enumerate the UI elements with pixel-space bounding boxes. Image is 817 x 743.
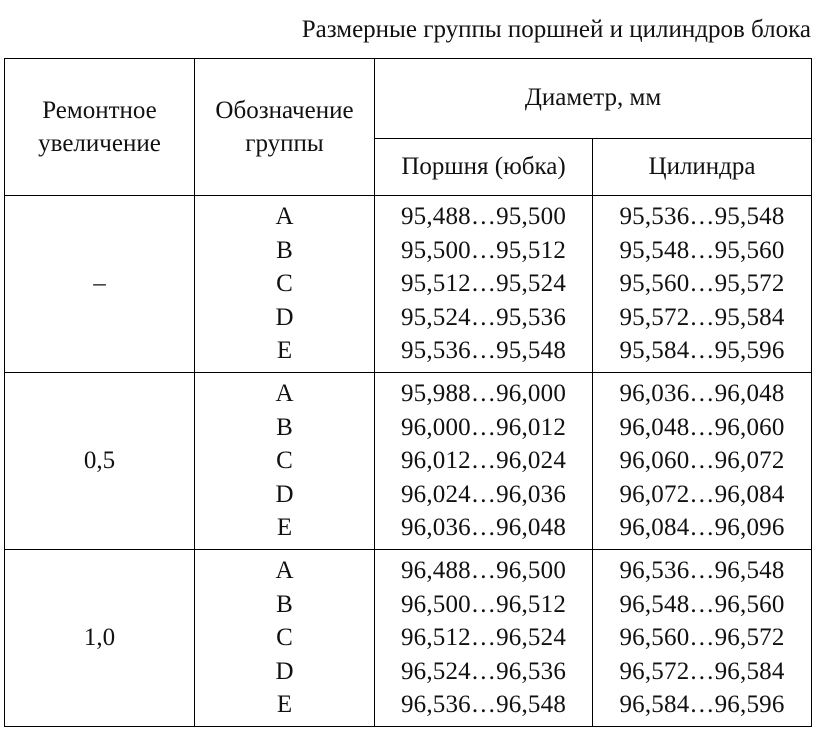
cylinder-range: 95,536…95,548 bbox=[619, 203, 785, 230]
group-list bbox=[195, 196, 375, 373]
group-label: A bbox=[275, 203, 294, 230]
cylinder-range: 96,572…96,584 bbox=[619, 657, 785, 685]
header-piston-skirt: Поршня (юбка) bbox=[375, 138, 593, 195]
group-label: B bbox=[276, 590, 293, 618]
table-row-section-1 bbox=[5, 196, 812, 373]
group-label: A bbox=[275, 556, 294, 584]
repair-value: 1,0 bbox=[5, 549, 195, 726]
repair-value: 0,5 bbox=[5, 372, 195, 549]
piston-diameters bbox=[375, 372, 593, 549]
cylinder-range: 96,536…96,548 bbox=[619, 556, 785, 584]
cylinder-range: 96,560…96,572 bbox=[619, 624, 785, 652]
table-row-section-2 bbox=[5, 372, 812, 549]
group-list bbox=[195, 372, 375, 549]
cylinder-range: 96,036…96,048 bbox=[619, 379, 785, 407]
piston-range: 96,012…96,024 bbox=[400, 447, 567, 475]
cylinder-range: 96,548…96,560 bbox=[619, 590, 785, 618]
piston-range: 96,036…96,048 bbox=[400, 514, 567, 542]
cylinder-range: 96,072…96,084 bbox=[619, 480, 785, 508]
table-row-section-3 bbox=[5, 549, 812, 726]
piston-range: 96,000…96,012 bbox=[400, 413, 567, 441]
cylinder-range: 95,584…95,596 bbox=[619, 337, 785, 365]
group-list bbox=[195, 549, 375, 726]
cylinder-diameters bbox=[593, 196, 812, 373]
header-repair-increase: Ремонтное увеличение bbox=[5, 59, 195, 196]
table-caption: Размерные группы поршней и цилиндров блока bbox=[301, 16, 811, 43]
piston-range: 96,524…96,536 bbox=[400, 657, 567, 685]
cylinder-range: 96,060…96,072 bbox=[619, 447, 785, 475]
group-label: C bbox=[276, 624, 293, 652]
piston-range: 96,024…96,036 bbox=[400, 480, 567, 508]
header-cylinder: Цилиндра bbox=[593, 138, 812, 195]
piston-range: 95,500…95,512 bbox=[400, 236, 567, 264]
cylinder-range: 95,572…95,584 bbox=[619, 303, 785, 331]
cylinder-range: 95,548…95,560 bbox=[619, 236, 785, 264]
piston-range: 95,488…95,500 bbox=[400, 203, 567, 230]
repair-value: – bbox=[5, 196, 195, 373]
group-label: C bbox=[276, 270, 293, 298]
cylinder-diameters bbox=[593, 372, 812, 549]
group-label: B bbox=[276, 413, 293, 441]
cylinder-range: 96,048…96,060 bbox=[619, 413, 785, 441]
piston-range: 95,988…96,000 bbox=[400, 379, 567, 407]
group-label: E bbox=[276, 337, 293, 365]
group-label: A bbox=[275, 379, 294, 407]
cylinder-range: 95,560…95,572 bbox=[619, 270, 785, 298]
header-diameter: Диаметр, мм bbox=[375, 59, 812, 139]
cylinder-range: 96,084…96,096 bbox=[619, 514, 785, 542]
piston-range: 95,524…95,536 bbox=[400, 303, 567, 331]
group-label: D bbox=[275, 480, 294, 508]
piston-range: 95,512…95,524 bbox=[400, 270, 567, 298]
piston-range: 96,536…96,548 bbox=[400, 691, 567, 719]
piston-range: 96,488…96,500 bbox=[400, 556, 567, 584]
size-groups-table bbox=[4, 58, 812, 727]
group-label: D bbox=[275, 303, 294, 331]
cylinder-range: 96,584…96,596 bbox=[619, 691, 785, 719]
piston-diameters bbox=[375, 549, 593, 726]
group-label: C bbox=[276, 447, 293, 475]
header-group-designation: Обозначение группы bbox=[195, 59, 375, 196]
group-label: B bbox=[276, 236, 293, 264]
group-label: D bbox=[275, 657, 294, 685]
piston-range: 95,536…95,548 bbox=[400, 337, 567, 365]
cylinder-diameters bbox=[593, 549, 812, 726]
group-label: E bbox=[276, 691, 293, 719]
piston-diameters bbox=[375, 196, 593, 373]
piston-range: 96,512…96,524 bbox=[400, 624, 567, 652]
group-label: E bbox=[276, 514, 293, 542]
piston-range: 96,500…96,512 bbox=[400, 590, 567, 618]
